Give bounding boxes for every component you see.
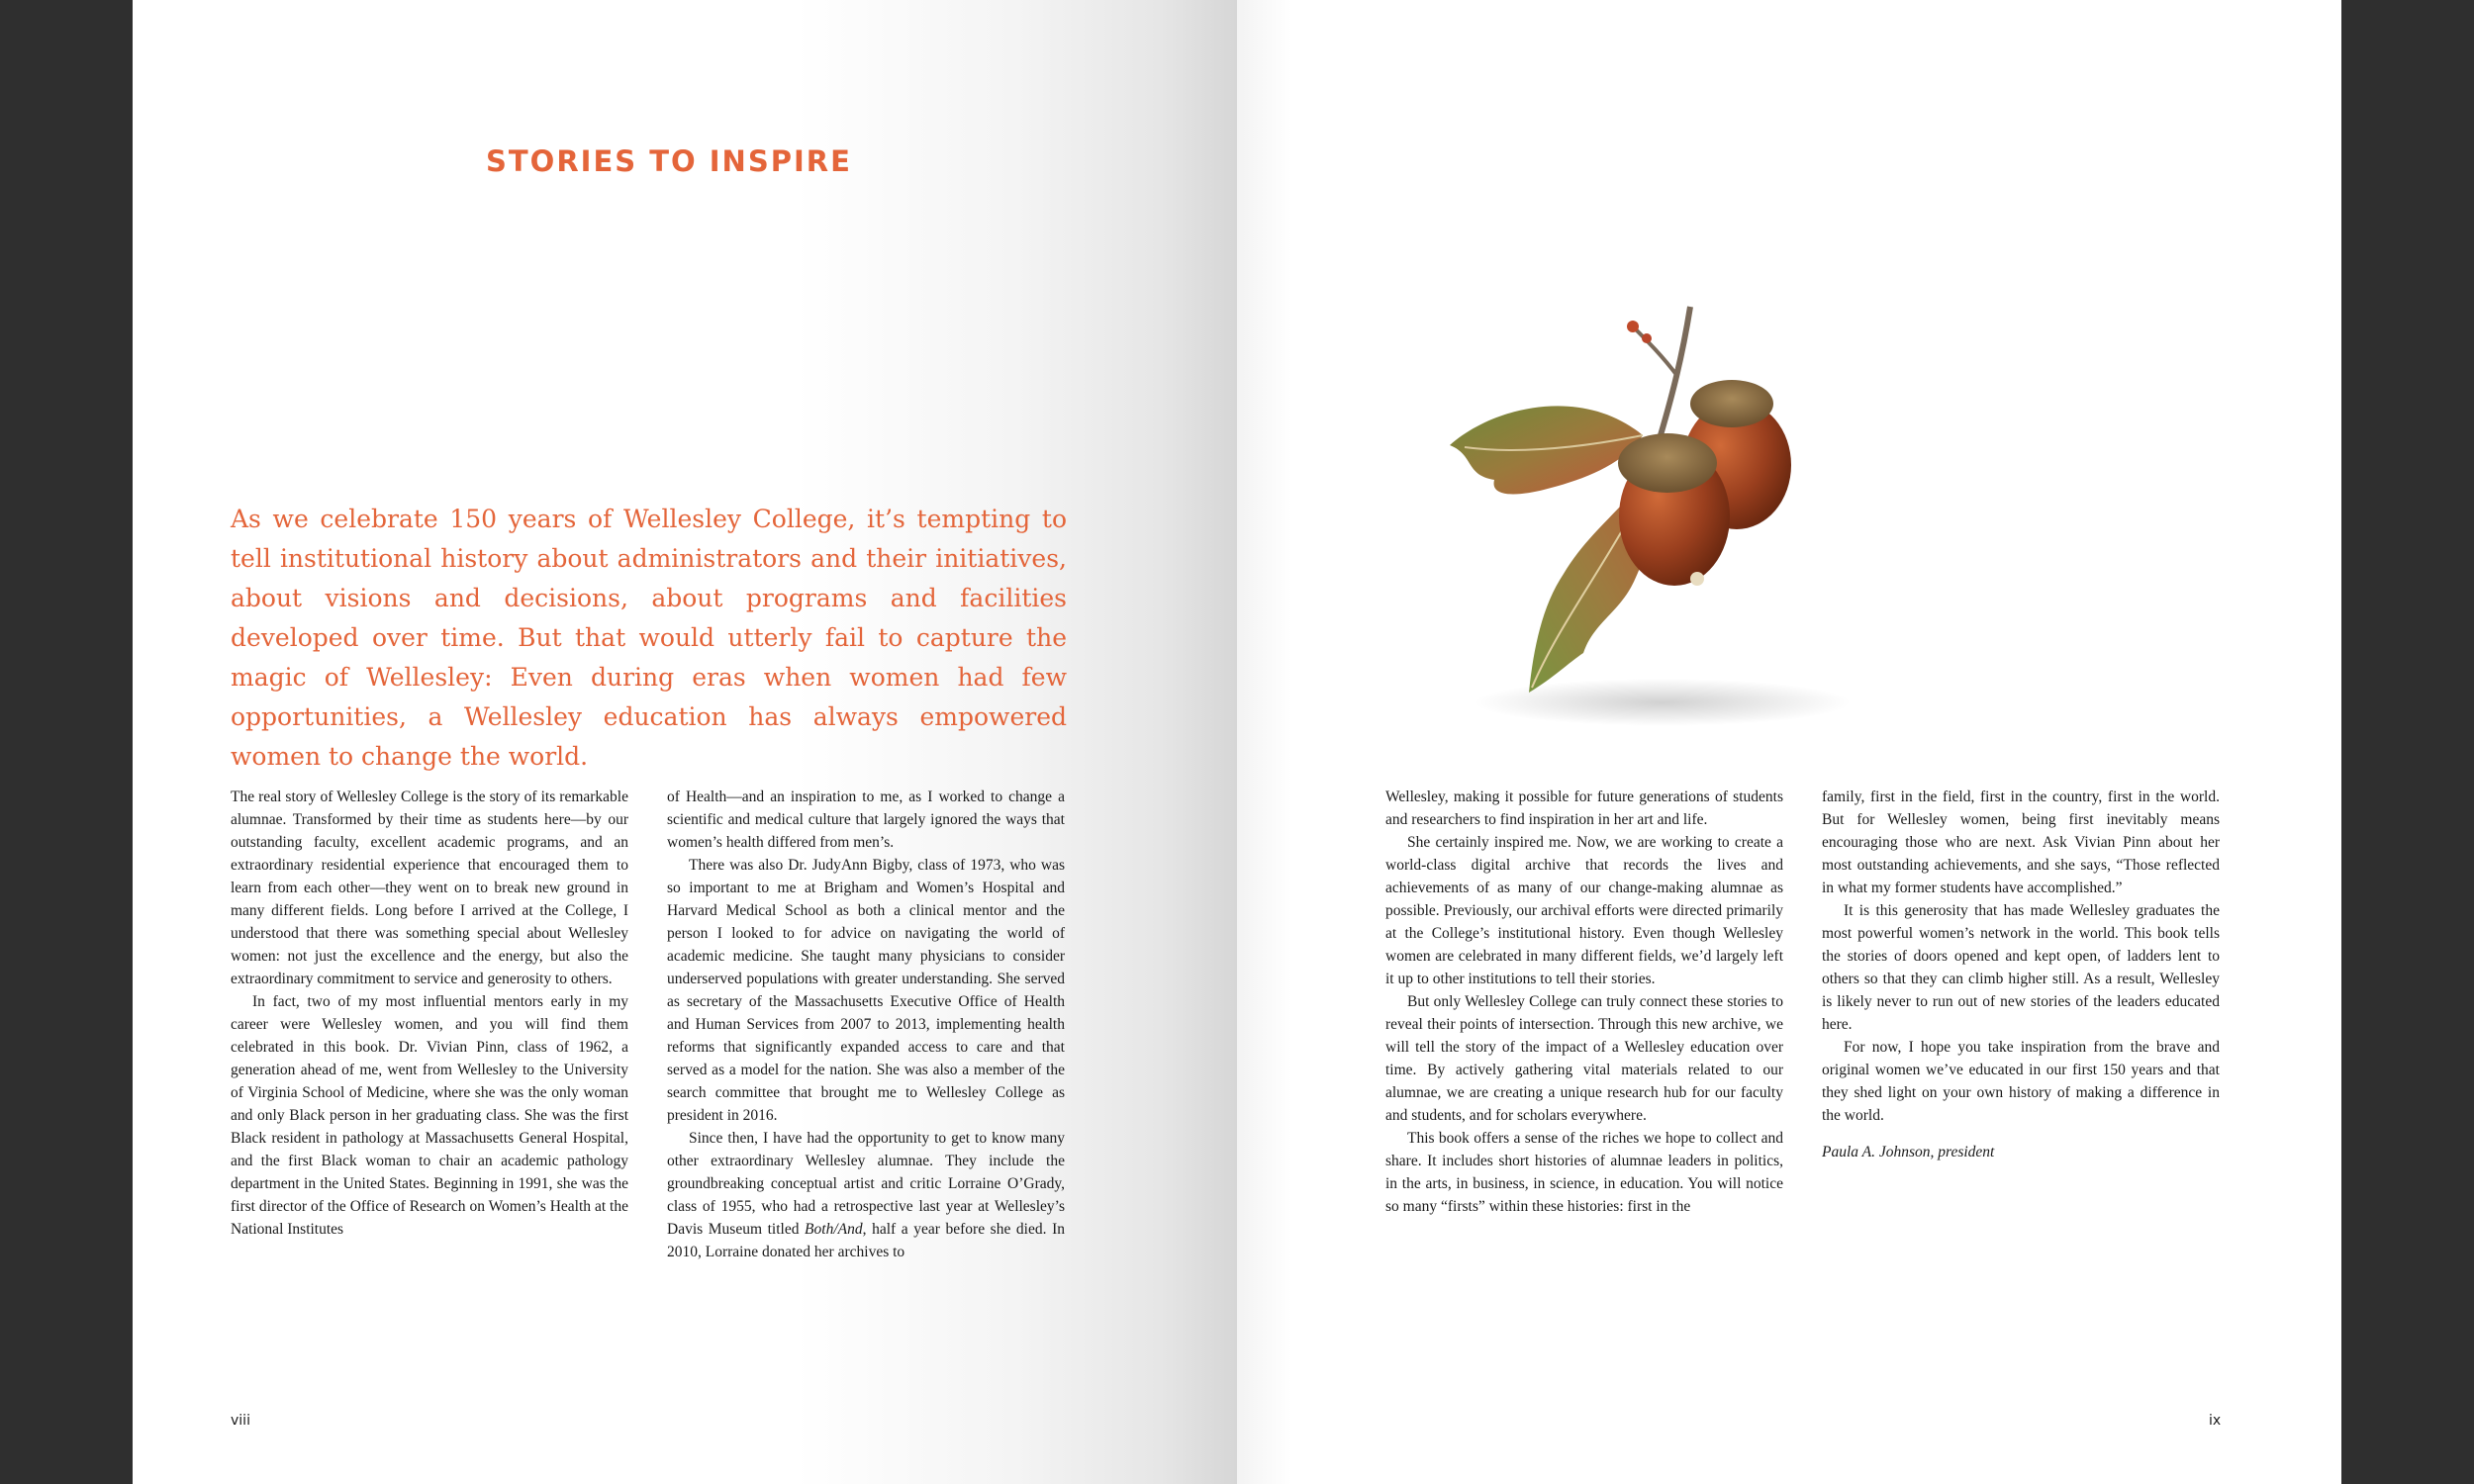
paragraph: of Health—and an inspiration to me, as I worked to change a scientific and medical culture that largely ignored the ways that women’s health differed from men’s. bbox=[667, 788, 1065, 851]
right-page bbox=[1237, 0, 2341, 1484]
acorn-oak-leaf-photo bbox=[1435, 287, 1870, 732]
paragraph: The real story of Wellesley College is the story of its remarkable alumnae. Transformed by their time as students here—by our outstanding faculty, excellent academic programs, and an extraordinary residential experience that encouraged them to learn from each other—they went on to break new ground in many different fields. Long before I arrived at the College, I understood that there was something special about Wellesley women: not just the excellence and the energy, but also the extraordinary commitment to service and generosity to others. bbox=[231, 788, 628, 987]
left-page bbox=[133, 0, 1237, 1484]
page-heading: STORIES TO INSPIRE bbox=[486, 144, 852, 178]
paragraph: family, first in the field, first in the country, first in the world. But for Wellesley women, being first inevitably means encouraging those who are next. Ask Vivian Pinn about her most outstanding achievements, and she says, “Those reflected in what my former students have accomplished.” bbox=[1822, 788, 2220, 896]
text-span: , half a year before she died. In 2010, Lorraine donated her archives to bbox=[667, 1221, 1065, 1260]
paragraph: There was also Dr. JudyAnn Bigby, class of 1973, who was so important to me at Brigham and Women’s Hospital and Harvard Medical School as both a clinical mentor and the person I looked to for advice on navigating the world of academic medicine. She taught many physicians to consider underserved populations with greater understanding. She served as secretary of the Massachusetts Executive Office of Health and Human Services from 2007 to 2013, implementing health reforms that significantly expanded access to care and that served as a model for the nation. She was also a member of the search committee that brought me to Wellesley College as president in 2016. bbox=[667, 857, 1065, 1124]
page-number: viii bbox=[231, 1413, 250, 1429]
text-span: Since then, I have had the opportunity to get to know many other extraordinary Wellesley alumnae. They include the groundbreaking conceptual artist and critic Lorraine O’Grady, class of 1955, who had a retrospective last year at Wellesley’s Davis Museum titled bbox=[667, 1130, 1065, 1238]
right-column-2 bbox=[1822, 786, 2220, 1163]
paragraph: Wellesley, making it possible for future generations of students and researchers to find inspiration in her art and life. bbox=[1385, 788, 1783, 828]
book-title: Both/And bbox=[805, 1221, 863, 1238]
paragraph: She certainly inspired me. Now, we are working to create a world-class digital archive that records the lives and achievements of as many of our change-making alumnae as possible. Previously, our archival efforts were directed primarily at the College’s institutional history. Even though Wellesley women are celebrated in many different fields, we’d largely left it up to other institutions to tell their stories. bbox=[1385, 834, 1783, 987]
pull-quote: As we celebrate 150 years of Wellesley College, it’s tempting to tell institutional history about administrators and their initiatives, about visions and decisions, about programs and facilities developed over time. But that would utterly fail to capture the magic of Wellesley: Even during eras when women had few opportunities, a Wellesley education has always empowered women to change the world. bbox=[231, 505, 1067, 771]
paragraph: This book offers a sense of the riches we hope to collect and share. It includes short histories of alumnae leaders in politics, in the arts, in business, in science, in education. You will notice so many “firsts” within these histories: first in the bbox=[1385, 1130, 1783, 1215]
left-column-2 bbox=[667, 786, 1065, 1263]
right-column-1 bbox=[1385, 786, 1783, 1218]
author-signature: Paula A. Johnson, president bbox=[1822, 1144, 1995, 1160]
paragraph: It is this generosity that has made Wellesley graduates the most powerful women’s network in the world. This book tells the stories of doors opened and kept open, of ladders lent to others so that they can climb higher still. As a result, Wellesley is likely never to run out of new stories of the leaders educated here. bbox=[1822, 902, 2220, 1033]
paragraph: For now, I hope you take inspiration from the brave and original women we’ve educated in our first 150 years and that they shed light on your own history of making a difference in the world. bbox=[1822, 1039, 2220, 1124]
paragraph: In fact, two of my most influential mentors early in my career were Wellesley women, and you will find them celebrated in this book. Dr. Vivian Pinn, class of 1962, a generation ahead of me, went from Wellesley to the University of Virginia School of Medicine, where she was the only woman and only Black person in her graduating class. She was the first Black resident in pathology at Massachusetts General Hospital, and the first Black woman to chair an academic pathology department in the United States. Beginning in 1991, she was the first director of the Office of Research on Women’s Health at the National Institutes bbox=[231, 993, 628, 1238]
left-column-1 bbox=[231, 786, 628, 1241]
paragraph: But only Wellesley College can truly connect these stories to reveal their points of intersection. Through this new archive, we will tell the story of the impact of a Wellesley education over time. By actively gathering vital materials related to our alumnae, we are creating a unique research hub for our faculty and students, and for scholars everywhere. bbox=[1385, 993, 1783, 1124]
page-number: ix bbox=[2209, 1413, 2222, 1429]
paragraph bbox=[667, 1127, 1065, 1263]
